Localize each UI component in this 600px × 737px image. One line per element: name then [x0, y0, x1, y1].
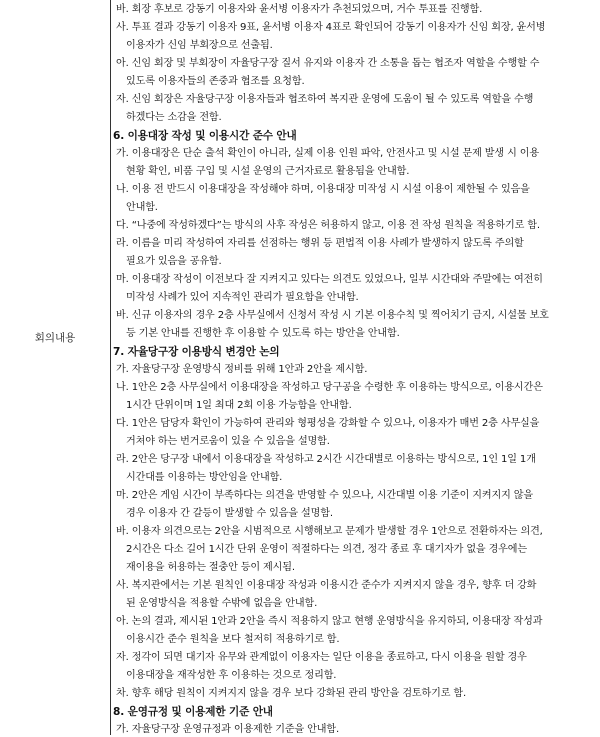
- content-line: 있도록 이용자들의 존중과 협조를 요청함.: [126, 76, 305, 87]
- section-heading: 8. 운영규정 및 이용제한 기준 안내: [113, 706, 273, 718]
- content-line: 아. 논의 결과, 제시된 1안과 2안을 즉시 적용하지 않고 현행 운영방식을 유지하되, 이용대장 작성과: [116, 616, 543, 627]
- content-line: 마. 이용대장 작성이 이전보다 잘 지켜지고 있다는 의견도 있었으나, 일부 시간대와 주말에는 여전히: [116, 274, 543, 285]
- content-line: 사. 투표 결과 강동기 이용자 9표, 윤서병 이용자 4표로 확인되어 강동기 이용자가 신임 회장, 윤서병: [116, 22, 546, 33]
- content-line: 가. 자율당구장 운영방식 정비를 위해 1안과 2안을 제시함.: [116, 364, 368, 375]
- section-label: 회의내용: [34, 332, 76, 344]
- section-heading: 6. 이용대장 작성 및 이용시간 준수 안내: [113, 130, 297, 142]
- content-line: 가. 이용대장은 단순 출석 확인이 아니라, 실제 이용 인원 파악, 안전사고 및 시설 문제 발생 시 이용: [116, 148, 539, 159]
- content-line: 자. 정각이 되면 대기자 유무와 관계없이 이용자는 일단 이용을 종료하고, 다시 이용을 원할 경우: [116, 652, 527, 663]
- content-line: 라. 2안은 당구장 내에서 이용대장을 작성하고 2시간 시간대별로 이용하는 방식으로, 1인 1일 1개: [116, 454, 536, 465]
- content-line: 2시간은 다소 길어 1시간 단위 운영이 적절하다는 의견, 정각 종료 후 대기자가 없을 경우에는: [126, 544, 527, 555]
- content-line: 가. 자율당구장 운영규정과 이용제한 기준을 안내함.: [116, 724, 340, 735]
- content-line: 마. 2안은 게임 시간이 부족하다는 의견을 반영할 수 있으나, 시간대별 이용 기준이 지켜지지 않을: [116, 490, 533, 501]
- column-divider: [110, 0, 111, 735]
- content-line: 미작성 사례가 있어 지속적인 관리가 필요함을 안내함.: [126, 292, 359, 303]
- content-line: 차. 향후 해당 원칙이 지켜지지 않을 경우 보다 강화된 관리 방안을 검토하기로 함.: [116, 688, 467, 699]
- content-line: 자. 신임 회장은 자율당구장 이용자들과 협조하여 복지관 운영에 도움이 될 수 있도록 역할을 수행: [116, 94, 534, 105]
- section-heading: 7. 자율당구장 이용방식 변경안 논의: [113, 346, 280, 358]
- content-line: 안내함.: [126, 202, 158, 213]
- content-line: 바. 이용자 의견으로는 2안을 시범적으로 시행해보고 문제가 발생할 경우 1안으로 전환하자는 의견,: [116, 526, 543, 537]
- content-line: 나. 1안은 2층 사무실에서 이용대장을 작성하고 당구공을 수령한 후 이용하는 방식으로, 이용시간은: [116, 382, 543, 393]
- content-line: 라. 이름을 미리 작성하여 자리를 선점하는 행위 등 편법적 이용 사례가 발생하지 않도록 주의할: [116, 238, 524, 249]
- content-line: 시간대를 이용하는 방안임을 안내함.: [126, 472, 283, 483]
- content-line: 사. 복지관에서는 기본 원칙인 이용대장 작성과 이용시간 준수가 지켜지지 않을 경우, 향후 더 강화: [116, 580, 537, 591]
- content-line: 바. 신규 이용자의 경우 2층 사무실에서 신청서 작성 시 기본 이용수칙 및 찍어치기 금지, 시설물 보호: [116, 310, 549, 321]
- content-line: 재이용을 허용하는 절충안 등이 제시됨.: [126, 562, 295, 573]
- content-line: 이용대장을 재작성한 후 이용하는 것으로 정리함.: [126, 670, 337, 681]
- content-line: 다. 1안은 담당자 확인이 가능하여 관리와 형평성을 강화할 수 있으나, 이용자가 매번 2층 사무실을: [116, 418, 540, 429]
- content-line: 경우 이용자 간 갈등이 발생할 수 있음을 설명함.: [126, 508, 333, 519]
- content-line: 거쳐야 하는 번거로움이 있을 수 있음을 설명함.: [126, 436, 330, 447]
- label-column: [0, 0, 110, 735]
- content-line: 1시간 단위이며 1일 최대 2회 이용 가능함을 안내함.: [126, 400, 352, 411]
- content-line: 등 기본 안내를 진행한 후 이용할 수 있도록 하는 방안을 안내함.: [126, 328, 400, 339]
- content-line: 현황 확인, 비품 구입 및 시설 운영의 근거자료로 활용됨을 안내함.: [126, 166, 410, 177]
- content-line: 다. “나중에 작성하겠다”는 방식의 사후 작성은 허용하지 않고, 이용 전 작성 원칙을 적용하기로 함.: [116, 220, 540, 231]
- content-line: 필요가 있음을 공유함.: [126, 256, 222, 267]
- content-line: 이용자가 신임 부회장으로 선출됨.: [126, 40, 273, 51]
- content-line: 바. 회장 후보로 강동기 이용자와 윤서병 이용자가 추천되었으며, 거수 투표를 진행함.: [116, 4, 483, 15]
- content-line: 하겠다는 소감을 전함.: [126, 112, 222, 123]
- content-line: 된 운영방식을 적용할 수밖에 없음을 안내함.: [126, 598, 318, 609]
- content-line: 나. 이용 전 반드시 이용대장을 작성해야 하며, 이용대장 미작성 시 시설 이용이 제한될 수 있음을: [116, 184, 530, 195]
- content-line: 아. 신임 회장 및 부회장이 자율당구장 질서 유지와 이용자 간 소통을 돕는 협조자 역할을 수행할 수: [116, 58, 540, 69]
- content-line: 이용시간 준수 원칙을 보다 철저히 적용하기로 함.: [126, 634, 340, 645]
